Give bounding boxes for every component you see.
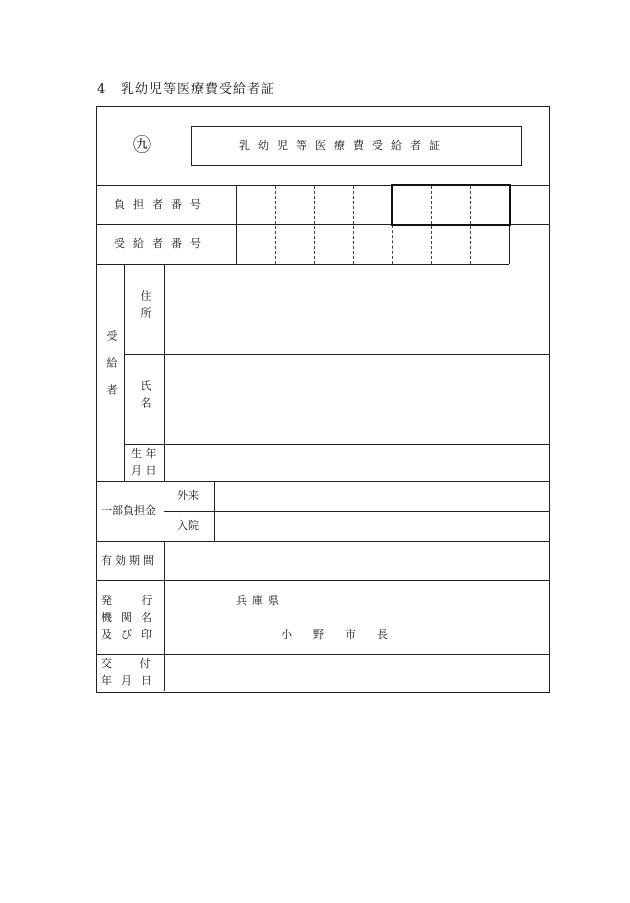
issuer-label-line3: 及び印: [101, 628, 161, 641]
seal-mark: ㊈: [133, 135, 151, 156]
birth-label-line2: 月 日: [131, 464, 157, 477]
recipient-number-label: 受給者番号: [114, 237, 209, 250]
section-number: 4: [97, 82, 106, 97]
birth-label-line1: 生 年: [131, 447, 157, 460]
outpatient-label: 外来: [177, 489, 199, 502]
issue-date-label-line1: 交 付: [101, 657, 151, 670]
section-title: 乳幼児等医療費受給者証: [121, 82, 276, 97]
certificate-title: 乳幼児等医療費受給者証: [239, 139, 448, 152]
issue-date-label-line2: 年月日: [101, 674, 161, 687]
name-label: 氏名: [139, 380, 152, 414]
issuer-prefecture: 兵庫県: [236, 594, 284, 607]
payer-number-highlight-box: [391, 184, 511, 226]
partial-burden-label: 一部負担金: [101, 504, 156, 517]
validity-label: 有効期間: [101, 554, 157, 567]
inpatient-label: 入院: [177, 519, 199, 532]
payer-number-label: 負担者番号: [114, 198, 209, 211]
issuer-mayor: 小 野 市 長: [281, 628, 393, 641]
recipient-label: 受給者: [105, 330, 118, 411]
address-label: 住所: [139, 290, 152, 324]
issuer-label-line1: 発 行: [101, 594, 156, 607]
issuer-label-line2: 機関名: [101, 611, 161, 624]
